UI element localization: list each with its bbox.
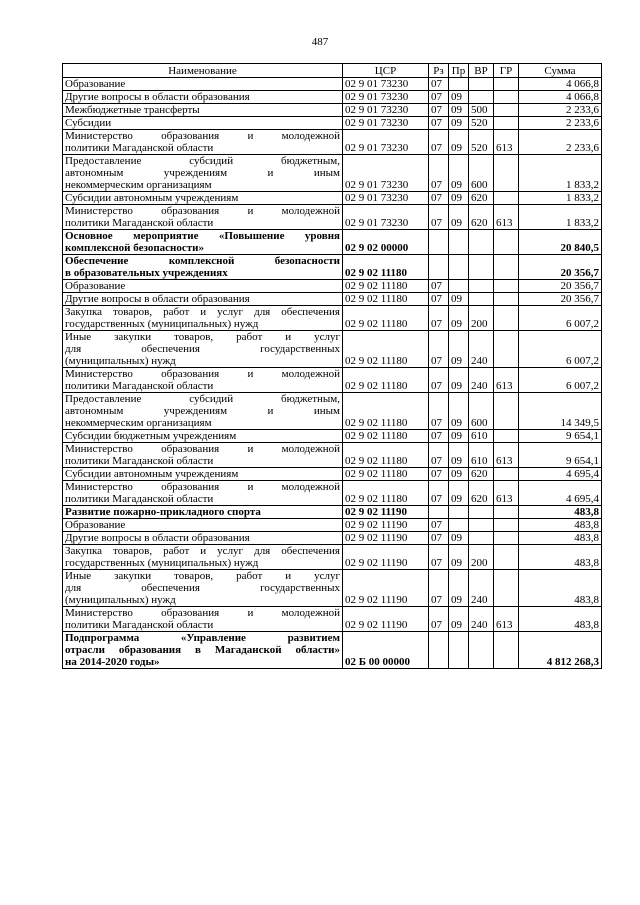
- row-sum: 20 840,5: [519, 230, 602, 255]
- row-rz: 07: [429, 280, 449, 293]
- row-gr: [494, 545, 519, 570]
- row-pr: [449, 255, 469, 280]
- row-sum: 9 654,1: [519, 443, 602, 468]
- row-name-line: Закупка товаров, работ и услуг для обеспечения: [65, 306, 340, 318]
- row-gr: [494, 519, 519, 532]
- table-row: [63, 443, 602, 468]
- row-name-line: Субсидии бюджетным учреждениям: [65, 430, 237, 442]
- row-rz: [429, 230, 449, 255]
- row-name: [63, 368, 343, 393]
- row-gr: [494, 393, 519, 430]
- row-name-line: Министерство образования и молодежной: [65, 205, 340, 217]
- table-row: [63, 481, 602, 506]
- row-gr: 613: [494, 443, 519, 468]
- row-rz: 07: [429, 104, 449, 117]
- row-sum: 1 833,2: [519, 205, 602, 230]
- row-pr: 09: [449, 205, 469, 230]
- row-name-line: политики Магаданской области: [65, 455, 214, 467]
- row-rz: [429, 506, 449, 519]
- row-sum: 6 007,2: [519, 368, 602, 393]
- row-sum: 9 654,1: [519, 430, 602, 443]
- row-rz: 07: [429, 205, 449, 230]
- row-pr: 09: [449, 368, 469, 393]
- row-vr: [469, 78, 494, 91]
- row-gr: [494, 104, 519, 117]
- row-rz: 07: [429, 91, 449, 104]
- row-name: [63, 117, 343, 130]
- table-row: [63, 230, 602, 255]
- row-name: [63, 104, 343, 117]
- row-gr: [494, 632, 519, 669]
- row-pr: 09: [449, 104, 469, 117]
- table-row: [63, 205, 602, 230]
- row-pr: 09: [449, 570, 469, 607]
- row-rz: 07: [429, 130, 449, 155]
- row-name-line: политики Магаданской области: [65, 380, 214, 392]
- row-name: [63, 570, 343, 607]
- row-name-line: Подпрограмма «Управление развитием: [65, 632, 340, 644]
- row-rz: 07: [429, 532, 449, 545]
- row-rz: 07: [429, 443, 449, 468]
- row-rz: 07: [429, 393, 449, 430]
- row-vr: 200: [469, 306, 494, 331]
- row-sum: 1 833,2: [519, 155, 602, 192]
- table-row: [63, 368, 602, 393]
- row-csr: 02 9 02 11180: [343, 430, 429, 443]
- table-row: [63, 306, 602, 331]
- row-name: [63, 280, 343, 293]
- row-name-line: Образование: [65, 280, 126, 292]
- row-name-line: в образовательных учреждениях: [65, 267, 228, 279]
- row-vr: 200: [469, 545, 494, 570]
- table-row: [63, 519, 602, 532]
- row-name: [63, 481, 343, 506]
- row-name: [63, 468, 343, 481]
- row-rz: 07: [429, 192, 449, 205]
- row-name: [63, 632, 343, 669]
- row-pr: 09: [449, 393, 469, 430]
- row-sum: 2 233,6: [519, 117, 602, 130]
- row-gr: [494, 78, 519, 91]
- row-name-line: Министерство образования и молодежной: [65, 130, 340, 142]
- row-vr: 240: [469, 368, 494, 393]
- row-vr: [469, 293, 494, 306]
- row-name-line: Иные закупки товаров, работ и услуг: [65, 570, 340, 582]
- table-row: [63, 532, 602, 545]
- row-sum: 4 695,4: [519, 468, 602, 481]
- row-vr: [469, 532, 494, 545]
- table-row: [63, 78, 602, 91]
- row-name-line: Образование: [65, 519, 126, 531]
- row-rz: 07: [429, 468, 449, 481]
- row-csr: 02 Б 00 00000: [343, 632, 429, 669]
- row-gr: [494, 192, 519, 205]
- row-name-line: Министерство образования и молодежной: [65, 368, 340, 380]
- row-gr: [494, 468, 519, 481]
- row-gr: 613: [494, 205, 519, 230]
- row-name-line: Министерство образования и молодежной: [65, 607, 340, 619]
- row-sum: 1 833,2: [519, 192, 602, 205]
- row-name: [63, 545, 343, 570]
- row-rz: 07: [429, 430, 449, 443]
- row-vr: 240: [469, 607, 494, 632]
- row-name: [63, 78, 343, 91]
- table-row: [63, 570, 602, 607]
- table-row: [63, 393, 602, 430]
- row-pr: [449, 632, 469, 669]
- row-csr: 02 9 01 73230: [343, 155, 429, 192]
- row-gr: [494, 306, 519, 331]
- row-gr: 613: [494, 130, 519, 155]
- row-name-line: Субсидии автономным учреждениям: [65, 468, 239, 480]
- row-name: [63, 91, 343, 104]
- row-gr: [494, 255, 519, 280]
- row-name-line: автономным учреждениям и иным: [65, 167, 340, 179]
- row-name-line: Межбюджетные трансферты: [65, 104, 200, 116]
- row-pr: [449, 506, 469, 519]
- row-gr: [494, 117, 519, 130]
- row-vr: [469, 519, 494, 532]
- row-vr: 520: [469, 130, 494, 155]
- row-csr: 02 9 01 73230: [343, 78, 429, 91]
- row-name: [63, 130, 343, 155]
- row-name-line: государственных (муниципальных) нужд: [65, 557, 259, 569]
- column-header-rz: Рз: [429, 64, 449, 78]
- row-csr: 02 9 01 73230: [343, 205, 429, 230]
- row-csr: 02 9 02 11180: [343, 331, 429, 368]
- row-name-line: для обеспечения государственных: [65, 582, 340, 594]
- row-csr: 02 9 02 11180: [343, 293, 429, 306]
- table-row: [63, 331, 602, 368]
- row-name-line: политики Магаданской области: [65, 217, 214, 229]
- row-gr: [494, 506, 519, 519]
- table-row: [63, 255, 602, 280]
- row-rz: 07: [429, 481, 449, 506]
- row-csr: 02 9 02 11180: [343, 481, 429, 506]
- row-csr: 02 9 02 11190: [343, 506, 429, 519]
- row-name-line: некоммерческим организациям: [65, 417, 212, 429]
- row-sum: 483,8: [519, 570, 602, 607]
- row-name-line: (муниципальных) нужд: [65, 355, 176, 367]
- row-name-line: Министерство образования и молодежной: [65, 443, 340, 455]
- row-gr: 613: [494, 368, 519, 393]
- row-vr: 500: [469, 104, 494, 117]
- table-row: [63, 632, 602, 669]
- row-rz: 07: [429, 306, 449, 331]
- row-name: [63, 443, 343, 468]
- row-name-line: Обеспечение комплексной безопасности: [65, 255, 340, 267]
- row-pr: 09: [449, 545, 469, 570]
- row-csr: 02 9 01 73230: [343, 91, 429, 104]
- row-name: [63, 306, 343, 331]
- row-name-line: Другие вопросы в области образования: [65, 91, 250, 103]
- row-sum: 483,8: [519, 532, 602, 545]
- row-gr: [494, 230, 519, 255]
- row-pr: [449, 280, 469, 293]
- row-name: [63, 506, 343, 519]
- row-rz: 07: [429, 570, 449, 607]
- row-csr: 02 9 02 11180: [343, 255, 429, 280]
- row-vr: 620: [469, 205, 494, 230]
- row-csr: 02 9 01 73230: [343, 104, 429, 117]
- page-number: 487: [311, 36, 329, 48]
- row-name: [63, 331, 343, 368]
- row-name: [63, 192, 343, 205]
- row-gr: [494, 155, 519, 192]
- row-name-line: Министерство образования и молодежной: [65, 481, 340, 493]
- row-csr: 02 9 01 73230: [343, 130, 429, 155]
- row-csr: 02 9 02 11190: [343, 532, 429, 545]
- row-rz: 07: [429, 545, 449, 570]
- row-name-line: (муниципальных) нужд: [65, 594, 176, 606]
- row-gr: [494, 280, 519, 293]
- row-csr: 02 9 02 11180: [343, 306, 429, 331]
- row-sum: 2 233,6: [519, 130, 602, 155]
- row-sum: 483,8: [519, 506, 602, 519]
- column-header-vr: ВР: [469, 64, 494, 78]
- row-csr: 02 9 01 73230: [343, 192, 429, 205]
- row-name: [63, 519, 343, 532]
- row-gr: [494, 430, 519, 443]
- table-row: [63, 192, 602, 205]
- row-vr: 600: [469, 155, 494, 192]
- row-name-line: Предоставление субсидий бюджетным,: [65, 155, 340, 167]
- row-name-line: Иные закупки товаров, работ и услуг: [65, 331, 340, 343]
- column-header-sum: Сумма: [519, 64, 602, 78]
- row-pr: 09: [449, 130, 469, 155]
- row-sum: 4 066,8: [519, 78, 602, 91]
- table-row: [63, 130, 602, 155]
- row-sum: 20 356,7: [519, 293, 602, 306]
- row-vr: [469, 230, 494, 255]
- row-vr: 620: [469, 192, 494, 205]
- column-header-gr: ГР: [494, 64, 519, 78]
- row-csr: 02 9 02 11190: [343, 519, 429, 532]
- table-row: [63, 280, 602, 293]
- row-csr: 02 9 02 11180: [343, 368, 429, 393]
- row-rz: 07: [429, 368, 449, 393]
- table-header-row: [63, 64, 602, 78]
- row-rz: 07: [429, 155, 449, 192]
- row-rz: 07: [429, 117, 449, 130]
- row-name: [63, 205, 343, 230]
- row-rz: [429, 255, 449, 280]
- row-gr: [494, 532, 519, 545]
- row-name: [63, 293, 343, 306]
- row-pr: 09: [449, 293, 469, 306]
- row-name-line: Основное мероприятие «Повышение уровня: [65, 230, 340, 242]
- row-vr: 600: [469, 393, 494, 430]
- row-name-line: политики Магаданской области: [65, 493, 214, 505]
- row-sum: 20 356,7: [519, 280, 602, 293]
- row-name-line: Развитие пожарно-прикладного спорта: [65, 506, 261, 518]
- row-sum: 2 233,6: [519, 104, 602, 117]
- row-name-line: Другие вопросы в области образования: [65, 532, 250, 544]
- row-name-line: отрасли образования в Магаданской области»: [65, 644, 340, 656]
- row-vr: [469, 506, 494, 519]
- row-name-line: комплексной безопасности»: [65, 242, 205, 254]
- column-header-csr: ЦСР: [343, 64, 429, 78]
- row-name-line: Образование: [65, 78, 126, 90]
- row-gr: [494, 570, 519, 607]
- row-name-line: Закупка товаров, работ и услуг для обеспечения: [65, 545, 340, 557]
- row-gr: 613: [494, 607, 519, 632]
- row-csr: 02 9 01 73230: [343, 117, 429, 130]
- row-name: [63, 532, 343, 545]
- row-sum: 4 066,8: [519, 91, 602, 104]
- row-name: [63, 155, 343, 192]
- row-gr: [494, 293, 519, 306]
- row-sum: 6 007,2: [519, 331, 602, 368]
- row-csr: 02 9 02 11180: [343, 443, 429, 468]
- row-csr: 02 9 02 11190: [343, 607, 429, 632]
- row-name: [63, 607, 343, 632]
- row-name-line: на 2014-2020 годы»: [65, 656, 160, 668]
- row-vr: [469, 91, 494, 104]
- row-vr: [469, 280, 494, 293]
- row-name-line: государственных (муниципальных) нужд: [65, 318, 259, 330]
- row-name: [63, 255, 343, 280]
- row-csr: 02 9 02 11180: [343, 280, 429, 293]
- row-vr: [469, 255, 494, 280]
- row-pr: 09: [449, 430, 469, 443]
- row-rz: 07: [429, 519, 449, 532]
- row-pr: 09: [449, 192, 469, 205]
- table-row: [63, 468, 602, 481]
- row-rz: 07: [429, 78, 449, 91]
- row-sum: 483,8: [519, 519, 602, 532]
- row-vr: 610: [469, 443, 494, 468]
- row-name-line: Другие вопросы в области образования: [65, 293, 250, 305]
- row-name: [63, 393, 343, 430]
- row-pr: 09: [449, 468, 469, 481]
- table-row: [63, 117, 602, 130]
- column-header-name: Наименование: [63, 64, 343, 78]
- row-pr: 09: [449, 91, 469, 104]
- row-gr: [494, 91, 519, 104]
- row-sum: 14 349,5: [519, 393, 602, 430]
- row-pr: 09: [449, 443, 469, 468]
- row-name-line: автономным учреждениям и иным: [65, 405, 340, 417]
- row-pr: 09: [449, 117, 469, 130]
- row-vr: 610: [469, 430, 494, 443]
- row-name-line: политики Магаданской области: [65, 142, 214, 154]
- row-sum: 6 007,2: [519, 306, 602, 331]
- row-rz: 07: [429, 331, 449, 368]
- row-rz: 07: [429, 607, 449, 632]
- row-sum: 483,8: [519, 545, 602, 570]
- row-name-line: Субсидии автономным учреждениям: [65, 192, 239, 204]
- row-name-line: Субсидии: [65, 117, 112, 129]
- row-rz: 07: [429, 293, 449, 306]
- row-pr: [449, 519, 469, 532]
- row-vr: 240: [469, 570, 494, 607]
- table-row: [63, 293, 602, 306]
- row-pr: 09: [449, 331, 469, 368]
- table-row: [63, 607, 602, 632]
- row-pr: 09: [449, 532, 469, 545]
- table-row: [63, 545, 602, 570]
- table-body: [63, 78, 602, 669]
- row-pr: 09: [449, 306, 469, 331]
- row-vr: [469, 632, 494, 669]
- budget-table: [62, 63, 602, 669]
- row-pr: 09: [449, 481, 469, 506]
- table-row: [63, 506, 602, 519]
- row-sum: 4 812 268,3: [519, 632, 602, 669]
- row-csr: 02 9 02 11190: [343, 570, 429, 607]
- row-csr: 02 9 02 00000: [343, 230, 429, 255]
- row-pr: [449, 230, 469, 255]
- table-row: [63, 155, 602, 192]
- row-rz: [429, 632, 449, 669]
- row-pr: 09: [449, 607, 469, 632]
- column-header-pr: Пр: [449, 64, 469, 78]
- row-name: [63, 430, 343, 443]
- row-name-line: Предоставление субсидий бюджетным,: [65, 393, 340, 405]
- row-csr: 02 9 02 11180: [343, 468, 429, 481]
- table-row: [63, 104, 602, 117]
- row-sum: 4 695,4: [519, 481, 602, 506]
- row-gr: 613: [494, 481, 519, 506]
- row-gr: [494, 331, 519, 368]
- row-csr: 02 9 02 11190: [343, 545, 429, 570]
- row-name-line: для обеспечения государственных: [65, 343, 340, 355]
- row-vr: 240: [469, 331, 494, 368]
- row-sum: 483,8: [519, 607, 602, 632]
- row-name-line: политики Магаданской области: [65, 619, 214, 631]
- row-vr: 520: [469, 117, 494, 130]
- table-row: [63, 91, 602, 104]
- row-vr: 620: [469, 481, 494, 506]
- row-sum: 20 356,7: [519, 255, 602, 280]
- row-vr: 620: [469, 468, 494, 481]
- row-pr: 09: [449, 155, 469, 192]
- row-pr: [449, 78, 469, 91]
- table-row: [63, 430, 602, 443]
- row-name: [63, 230, 343, 255]
- row-csr: 02 9 02 11180: [343, 393, 429, 430]
- row-name-line: некоммерческим организациям: [65, 179, 212, 191]
